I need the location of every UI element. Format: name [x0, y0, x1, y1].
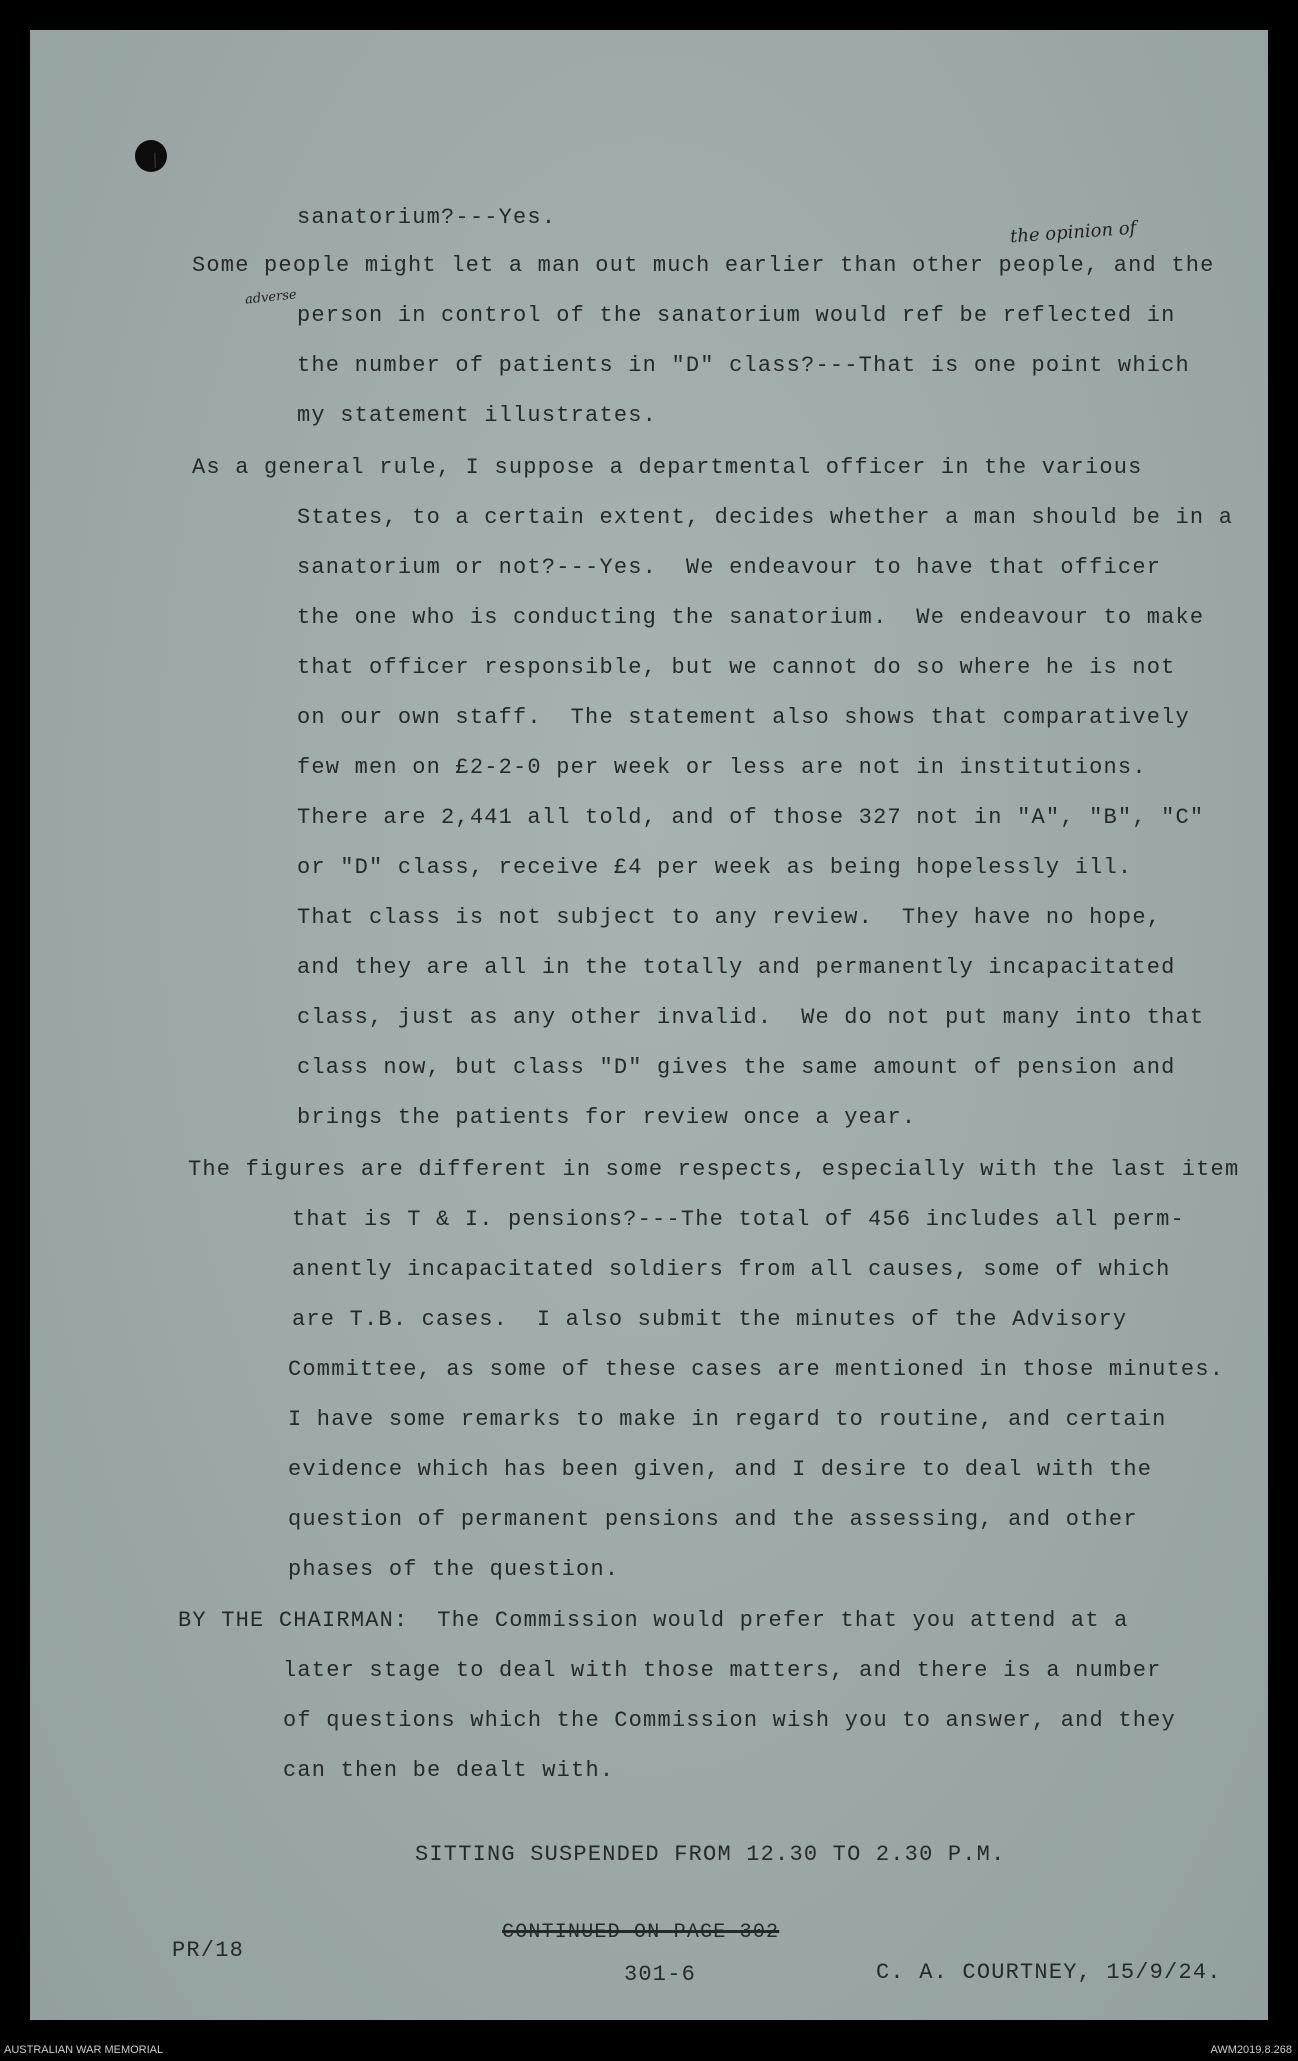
- text-line-18: class now, but class "D" gives the same amount of pension and: [297, 1055, 1176, 1080]
- text-line-14: or "D" class, receive £4 per week as being hopelessly ill.: [297, 855, 1133, 880]
- footer-page-number: 301-6: [624, 1962, 697, 1987]
- text-line-10: that officer responsible, but we cannot do so where he is not: [297, 655, 1176, 680]
- footer-reporter-date: C. A. COURTNEY, 15/9/24.: [876, 1960, 1222, 1985]
- text-line-3: person in control of the sanatorium would ref be reflected in: [297, 303, 1176, 328]
- text-line-1: sanatorium?---Yes.: [297, 205, 557, 230]
- text-line-29: BY THE CHAIRMAN: The Commission would prefer that you attend at a: [178, 1608, 1129, 1633]
- archive-reference: AWM2019.8.268: [1210, 2044, 1292, 2056]
- text-line-22: anently incapacitated soldiers from all causes, some of which: [292, 1257, 1171, 1282]
- handwritten-tick-mark: /: [148, 149, 162, 172]
- text-line-24: Committee, as some of these cases are mentioned in those minutes.: [288, 1357, 1225, 1382]
- archive-name: AUSTRALIAN WAR MEMORIAL: [4, 2044, 164, 2056]
- text-line-16: and they are all in the totally and permanently incapacitated: [297, 955, 1176, 980]
- text-line-9: the one who is conducting the sanatorium. We endeavour to make: [297, 605, 1205, 630]
- text-line-30: later stage to deal with those matters, and there is a number: [283, 1658, 1162, 1683]
- text-line-5: my statement illustrates.: [297, 403, 658, 428]
- text-line-4: the number of patients in "D" class?---That is one point which: [297, 353, 1190, 378]
- handwritten-annotation-above: the opinion of: [1009, 217, 1137, 248]
- text-line-15: That class is not subject to any review. They have no hope,: [297, 905, 1162, 930]
- text-line-27: question of permanent pensions and the assessing, and other: [288, 1507, 1138, 1532]
- text-line-13: There are 2,441 all told, and of those 327 not in "A", "B", "C": [297, 805, 1205, 830]
- text-line-23: are T.B. cases. I also submit the minutes of the Advisory: [292, 1307, 1128, 1332]
- text-line-32: can then be dealt with.: [283, 1758, 615, 1783]
- text-line-20: The figures are different in some respects, especially with the last item: [188, 1157, 1240, 1182]
- text-line-7: States, to a certain extent, decides whether a man should be in a: [297, 505, 1234, 530]
- footer-reference: PR/18: [172, 1938, 245, 1963]
- text-line-17: class, just as any other invalid. We do not put many into that: [297, 1005, 1205, 1030]
- archive-bar: [0, 2041, 1298, 2061]
- text-line-8: sanatorium or not?---Yes. We endeavour to have that officer: [297, 555, 1162, 580]
- text-line-19: brings the patients for review once a year.: [297, 1105, 917, 1130]
- text-line-21: that is T & I. pensions?---The total of 456 includes all perm-: [292, 1207, 1185, 1232]
- text-line-25: I have some remarks to make in regard to routine, and certain: [288, 1407, 1167, 1432]
- text-line-2: Some people might let a man out much earlier than other people, and the: [192, 253, 1215, 278]
- text-line-12: few men on £2-2-0 per week or less are not in institutions.: [297, 755, 1147, 780]
- text-line-11: on our own staff. The statement also shows that comparatively: [297, 705, 1190, 730]
- handwritten-annotation-margin: adverse: [244, 287, 298, 308]
- text-line-6: As a general rule, I suppose a departmental officer in the various: [192, 455, 1143, 480]
- text-line-31: of questions which the Commission wish you to answer, and they: [283, 1708, 1176, 1733]
- text-line-26: evidence which has been given, and I desire to deal with the: [288, 1457, 1153, 1482]
- text-line-28: phases of the question.: [288, 1557, 620, 1582]
- footer-struck-text: CONTINUED ON PAGE 302: [502, 1921, 780, 1944]
- sitting-suspended-line: SITTING SUSPENDED FROM 12.30 TO 2.30 P.M.: [415, 1842, 1006, 1867]
